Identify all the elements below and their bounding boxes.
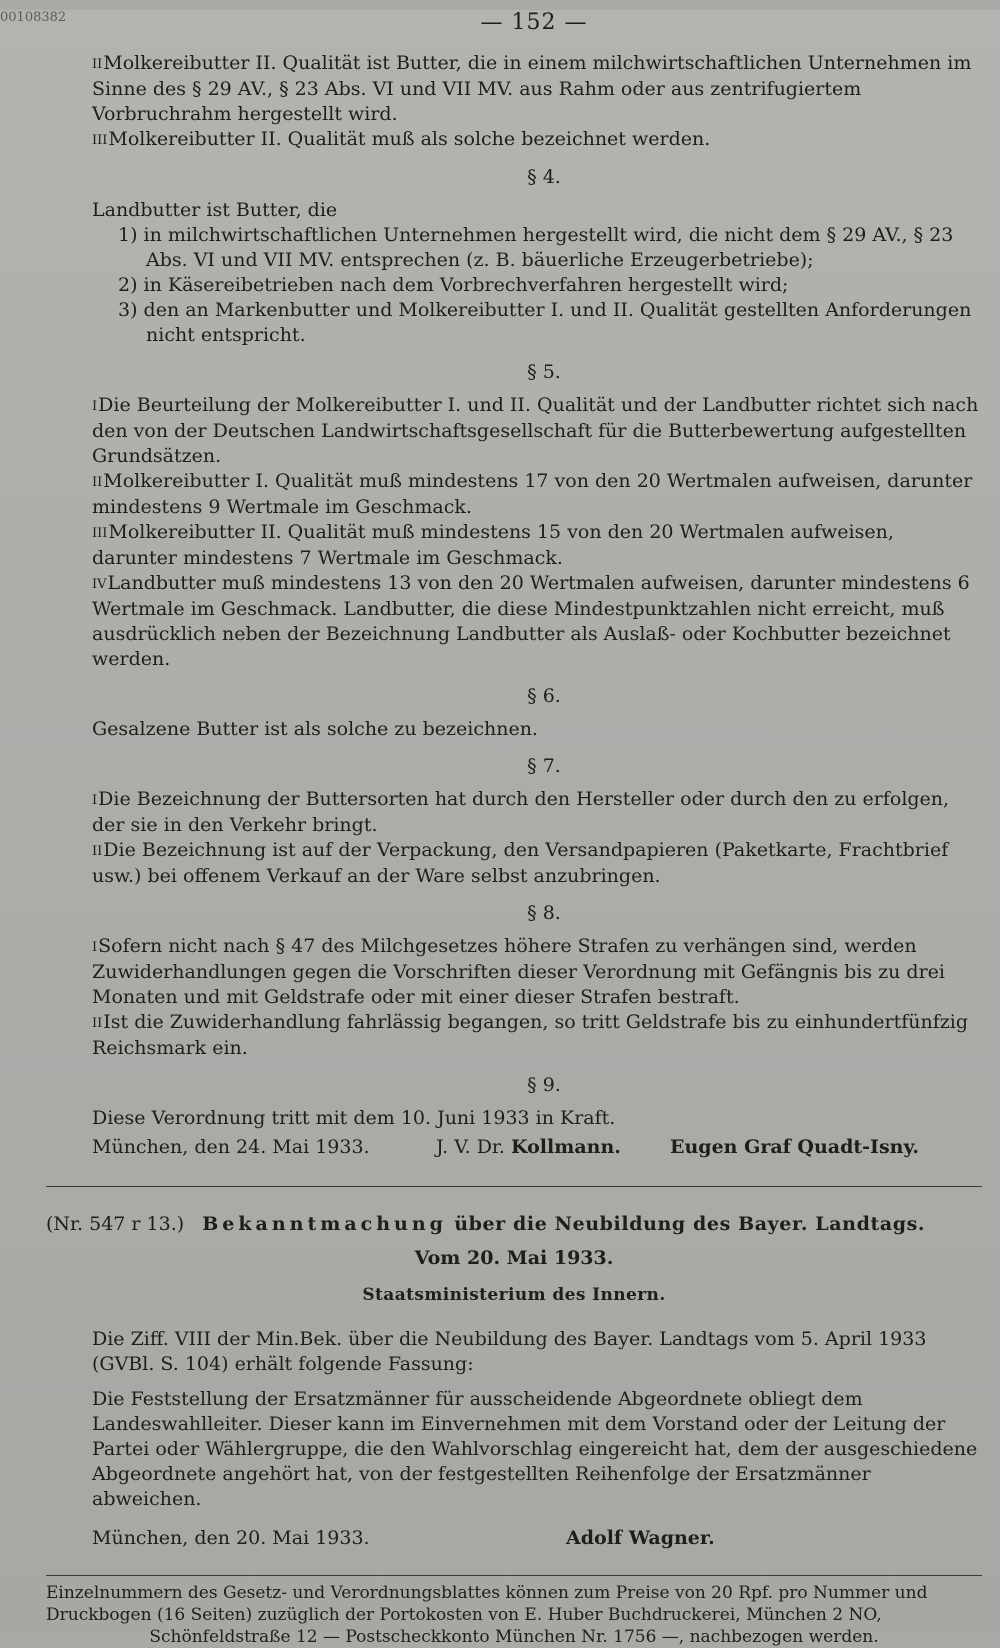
- paragraph-number: III: [92, 526, 108, 541]
- paragraph-text: Molkereibutter II. Qualität muß als solche bezeichnet werden.: [108, 128, 711, 150]
- paragraph-text: Die Bezeichnung der Buttersorten hat durch den Hersteller oder durch den zu erfolgen, der sie in den Verkehr bringt.: [92, 788, 950, 836]
- paragraph: [46, 51, 982, 127]
- paragraph-number: II: [92, 475, 103, 490]
- paragraph-number: II: [92, 57, 103, 72]
- paragraph-number: I: [92, 399, 98, 414]
- section-heading-8: § 8.: [527, 902, 561, 924]
- section-heading-9: § 9.: [527, 1074, 561, 1096]
- footer-text: Einzelnummern des Gesetz- und Verordnungsblattes können zum Preise von 20 Rpf. pro Nummer und Druckbogen (16 Seiten) zuzüglich der Portokosten von E. Huber Buchdruckerei, München 2 NO,: [46, 1583, 928, 1625]
- list-item: 1) in milchwirtschaftlichen Unternehmen hergestellt wird, die nicht dem § 29 AV., § 23 Abs. VI und VII MV. entsprechen (z. B. bäuerliche Erzeugerbetriebe);: [118, 224, 954, 271]
- ministry-name: Staatsministerium des Innern.: [362, 1285, 666, 1305]
- paragraph-number: I: [92, 940, 98, 955]
- paragraph: [46, 1010, 982, 1061]
- place-date: München, den 20. Mai 1933.: [92, 1527, 370, 1549]
- signature-kollmann: [436, 1135, 670, 1160]
- paragraph: [46, 934, 982, 1010]
- paragraph-text: Landbutter muß mindestens 13 von den 20 Wertmalen aufweisen, darunter mindestens 6 Wertmale im Geschmack. Landbutter, die diese Mindestpunktzahlen nicht erreicht, muß ausdrücklich neben der Bezeichnung Landbutter als Auslaß- oder Kochbutter bezeichnet werden.: [92, 572, 970, 670]
- section-heading-4: § 4.: [527, 166, 561, 188]
- paragraph-number: III: [92, 133, 108, 148]
- section-heading-7: § 7.: [527, 755, 561, 777]
- divider: [46, 1186, 982, 1187]
- paragraph-text: Ist die Zuwiderhandlung fahrlässig begangen, so tritt Geldstrafe bis zu einhundertfünfzig Reichsmark ein.: [92, 1011, 969, 1059]
- paragraph-text: Gesalzene Butter ist als solche zu bezeichnen.: [92, 718, 538, 740]
- paragraph: [46, 520, 982, 571]
- paragraph: [46, 571, 982, 672]
- page-number: — 152 —: [480, 10, 588, 35]
- notice-title-rest: über die Neubildung des Bayer. Landtags.: [454, 1213, 926, 1235]
- notice-body: Die Feststellung der Ersatzmänner für ausscheidende Abgeordnete obliegt dem Landeswahlleiter. Dieser kann im Einvernehmen mit dem Vorstand oder der Leitung der Partei oder Wählergruppe, die den Wahlvorschlag eingereicht hat, dem der ausgeschiedene Abgeordnete angehört hat, von der festgestellten Reihenfolge der Ersatzmänner abweichen.: [92, 1388, 978, 1510]
- paragraph-number: IV: [92, 577, 107, 592]
- paragraph-text: Die Beurteilung der Molkereibutter I. und II. Qualität und der Landbutter richtet sich nach den von der Deutschen Landwirtschaftsgesellschaft für die Butterbewertung aufgestellten Grundsätzen.: [92, 394, 979, 467]
- signature-wagner: Adolf Wagner.: [566, 1527, 715, 1549]
- item-list: [46, 223, 982, 348]
- footer: [46, 1582, 982, 1648]
- paragraph-text: Molkereibutter II. Qualität muß mindestens 15 von den 20 Wertmalen aufweisen, darunter mindestens 7 Wertmale im Geschmack.: [92, 521, 894, 569]
- list-item: 2) in Käsereibetrieben nach dem Vorbrechverfahren hergestellt wird;: [118, 274, 789, 296]
- signature-name: Kollmann.: [511, 1136, 621, 1158]
- paragraph-text: Diese Verordnung tritt mit dem 10. Juni 1933 in Kraft.: [92, 1107, 616, 1129]
- paragraph-number: I: [92, 793, 98, 808]
- signature-quadt: Eugen Graf Quadt-Isny.: [670, 1136, 919, 1158]
- place-date: München, den 24. Mai 1933.: [92, 1136, 370, 1158]
- paragraph: [46, 787, 982, 838]
- notice-number: (Nr. 547 r 13.): [46, 1213, 185, 1235]
- notice-date: Vom 20. Mai 1933.: [414, 1247, 614, 1269]
- paragraph: [46, 838, 982, 889]
- notice-signature-block: [46, 1526, 982, 1551]
- notice-heading: [46, 1211, 982, 1237]
- section-heading-5: § 5.: [527, 361, 561, 383]
- notice-title-spaced: Bekanntmachung: [202, 1213, 447, 1235]
- paragraph-text: Sofern nicht nach § 47 des Milchgesetzes höhere Strafen zu verhängen sind, werden Zuwiderhandlungen gegen die Vorschriften dieser Verordnung mit Gefängnis bis zu drei Monaten und mit Geldstrafe oder mit einer dieser Strafen bestraft.: [92, 935, 945, 1008]
- signature-block: [46, 1135, 982, 1160]
- list-item: 3) den an Markenbutter und Molkereibutter I. und II. Qualität gestellten Anforderungen nicht entspricht.: [118, 299, 972, 346]
- paragraph-number: II: [92, 844, 103, 859]
- archive-mark: 00108382: [0, 10, 67, 25]
- section-intro: Landbutter ist Butter, die: [92, 199, 338, 221]
- paragraph-text: Molkereibutter II. Qualität ist Butter, die in einem milchwirtschaftlichen Unternehmen im Sinne des § 29 AV., § 23 Abs. VI und VII MV. aus Rahm oder aus zentrifugiertem Vorbruchrahm hergestellt wird.: [92, 52, 972, 125]
- paragraph: [46, 393, 982, 469]
- footer-text-address: Schönfeldstraße 12 — Postscheckkonto München Nr. 1756 —, nachbezogen werden.: [149, 1627, 879, 1647]
- divider: [46, 1575, 982, 1576]
- section-heading-6: § 6.: [527, 685, 561, 707]
- paragraph-text: Molkereibutter I. Qualität muß mindestens 17 von den 20 Wertmalen aufweisen, darunter mindestens 9 Wertmale im Geschmack.: [92, 470, 973, 518]
- notice-title: [202, 1213, 925, 1235]
- signature-prefix: J. V. Dr.: [436, 1136, 505, 1158]
- notice-intro: Die Ziff. VIII der Min.Bek. über die Neubildung des Bayer. Landtags vom 5. April 1933 (GVBl. S. 104) erhält folgende Fassung:: [92, 1328, 927, 1375]
- paragraph: [46, 469, 982, 520]
- paragraph: [46, 127, 982, 153]
- document-page: [0, 10, 1000, 1647]
- paragraph-number: II: [92, 1016, 103, 1031]
- paragraph-text: Die Bezeichnung ist auf der Verpackung, den Versandpapieren (Paketkarte, Frachtbrief usw.) bei offenem Verkauf an der Ware selbst anzubringen.: [92, 839, 949, 887]
